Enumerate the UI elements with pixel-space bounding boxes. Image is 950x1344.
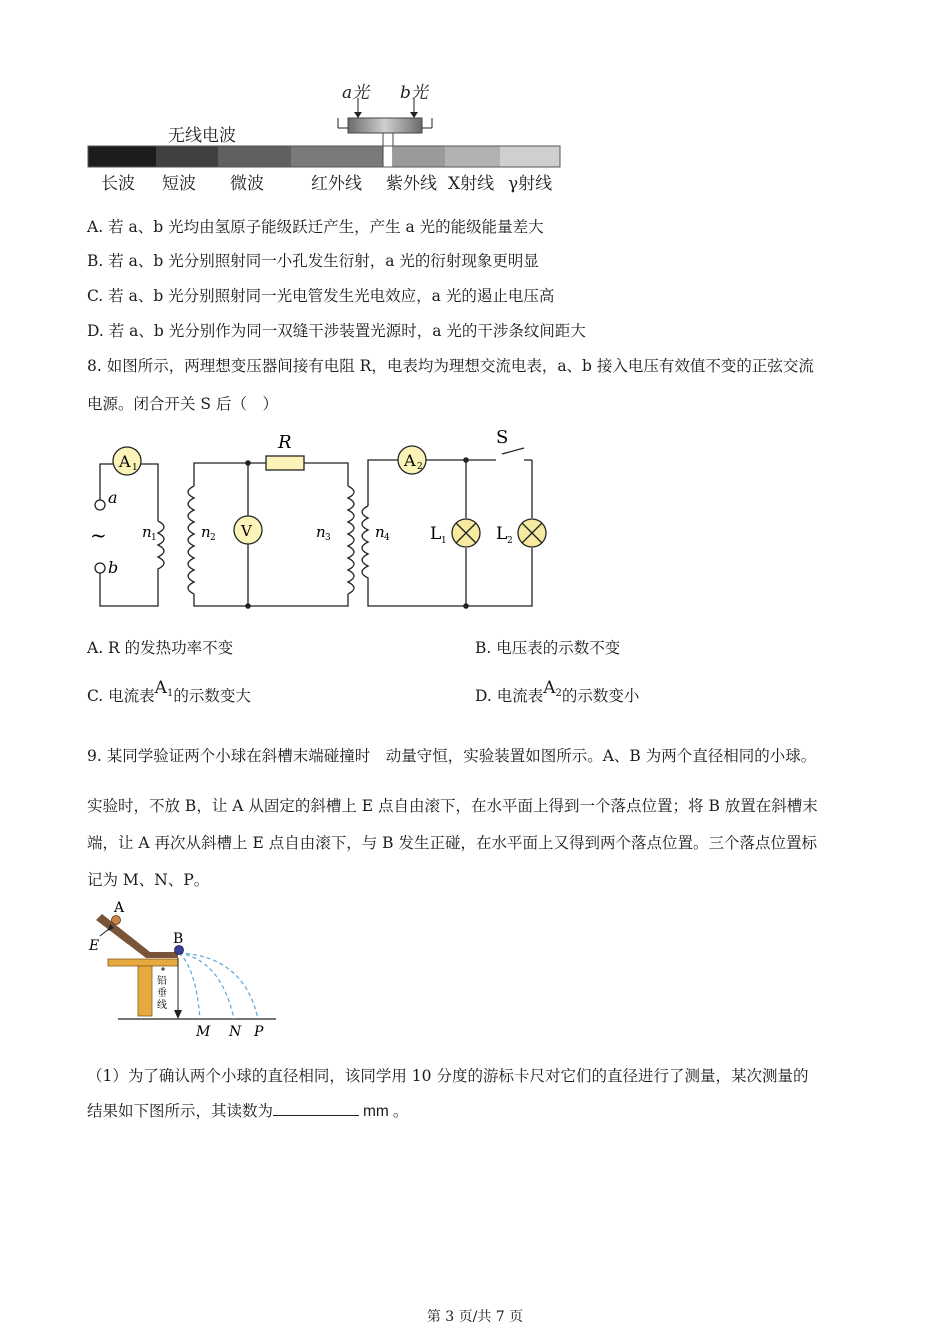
a1-letter: A bbox=[119, 452, 131, 471]
n2-label: n bbox=[201, 523, 211, 541]
band-xray bbox=[445, 146, 500, 167]
q8-option-c: C. 电流表$A^1$的示数变大 bbox=[87, 678, 251, 705]
band-label-short: 短波 bbox=[162, 174, 196, 194]
b-label: b bbox=[108, 558, 119, 577]
band-short bbox=[156, 146, 218, 167]
band-label-long: 长波 bbox=[101, 174, 135, 194]
band-long bbox=[88, 146, 156, 167]
visible-light-label: 可见光 bbox=[360, 103, 397, 117]
q9-sub1-line2: 结果如下图所示，其读数为 mm 。 bbox=[87, 1102, 409, 1120]
ammeter-a1-symbol: A bbox=[154, 678, 167, 698]
band-label-micro: 微波 bbox=[230, 174, 264, 194]
label-b: B bbox=[173, 931, 184, 947]
a2-letter: A bbox=[404, 451, 416, 470]
band-gamma bbox=[500, 146, 560, 167]
a-label: a bbox=[108, 488, 118, 507]
visible-zoom-box bbox=[348, 118, 422, 133]
q9-line4: 记为 M、N、P。 bbox=[87, 871, 210, 889]
b-light-label: b光 bbox=[400, 83, 428, 103]
circuit-svg bbox=[86, 426, 556, 616]
q8-stem-line2: 电源。闭合开关 S 后（ ） bbox=[87, 395, 278, 413]
svg-text:3: 3 bbox=[325, 533, 331, 543]
l2-label: L bbox=[496, 524, 508, 544]
band-uv bbox=[393, 146, 445, 167]
radio-waves-label: 无线电波 bbox=[168, 126, 236, 146]
band-label-xray: X射线 bbox=[448, 174, 495, 194]
band-label-uv: 紫外线 bbox=[386, 174, 437, 194]
band-visible bbox=[383, 146, 393, 167]
q9-line1: 9. 某同学验证两个小球在斜槽末端碰撞时 动量守恒，实验装置如图所示。A、B 为两个直径相同的小球。 bbox=[87, 747, 817, 765]
ramp bbox=[96, 914, 178, 958]
bulb-l2 bbox=[518, 519, 546, 547]
trajectory-n bbox=[179, 953, 234, 1019]
q9-line2: 实验时，不放 B，让 A 从固定的斜槽上 E 点自由滚下，在水平面上得到一个落点位置；将 B 放置在斜槽末 bbox=[87, 797, 818, 815]
svg-text:2: 2 bbox=[210, 533, 216, 543]
terminal-a bbox=[95, 500, 105, 510]
collision-apparatus-figure bbox=[86, 898, 286, 1038]
label-a: A bbox=[114, 900, 125, 916]
transformer-circuit bbox=[86, 426, 556, 616]
band-infrared bbox=[291, 146, 383, 167]
q7-option-c: C. 若 a、b 光分别照射同一光电管发生光电效应，a 光的遏止电压高 bbox=[87, 287, 555, 305]
svg-text:1: 1 bbox=[151, 533, 157, 543]
v-letter: V bbox=[241, 522, 252, 540]
l1-label: L bbox=[430, 524, 442, 544]
q7-option-d: D. 若 a、b 光分别作为同一双缝干涉装置光源时，a 光的干涉条纹间距大 bbox=[87, 322, 586, 340]
table-top bbox=[108, 959, 178, 966]
q8-option-a: A. R 的发热功率不变 bbox=[87, 639, 234, 657]
label-n: N bbox=[229, 1024, 242, 1038]
apparatus-svg bbox=[86, 898, 286, 1038]
band-label-infrared: 红外线 bbox=[311, 174, 362, 194]
bulb-l1 bbox=[452, 519, 480, 547]
s-label: S bbox=[496, 427, 509, 448]
svg-text:2: 2 bbox=[417, 462, 423, 472]
q7-option-a: A. 若 a、b 光均由氢原子能级跃迁产生，产生 a 光的能级能量差大 bbox=[87, 218, 544, 236]
q8-option-d: D. 电流表$A^2$的示数变小 bbox=[475, 678, 640, 705]
n1-label: n bbox=[142, 523, 152, 541]
plumb-label-2: 垂 bbox=[157, 988, 167, 999]
band-label-gamma: γ射线 bbox=[508, 174, 553, 194]
q7-option-b: B. 若 a、b 光分别照射同一小孔发生衍射，a 光的衍射现象更明显 bbox=[87, 252, 539, 270]
trajectory-p bbox=[179, 953, 258, 1019]
n3-label: n bbox=[316, 523, 326, 541]
q8-stem-line1: 8. 如图所示，两理想变压器间接有电阻 R，电表均为理想交流电表，a、b 接入电压有效值不变的正弦交流 bbox=[87, 357, 814, 375]
unit-mm: mm bbox=[363, 1103, 389, 1120]
n4-label: n bbox=[375, 523, 385, 541]
r-label: R bbox=[278, 432, 292, 453]
svg-text:1: 1 bbox=[441, 536, 447, 546]
label-m: M bbox=[196, 1024, 211, 1038]
q9-sub1-line1: （1）为了确认两个小球的直径相同，该同学用 10 分度的游标卡尺对它们的直径进行了测量，某次测量的 bbox=[87, 1067, 809, 1085]
terminal-b bbox=[95, 563, 105, 573]
plumb-label-1: 铅 bbox=[157, 976, 167, 987]
ac-symbol: ~ bbox=[90, 523, 107, 547]
plumb-label-3: 线 bbox=[157, 1000, 167, 1011]
label-e: E bbox=[89, 938, 100, 954]
a-light-label: a光 bbox=[342, 83, 370, 103]
q8-option-b: B. 电压表的示数不变 bbox=[475, 639, 621, 657]
page-footer: 第 3 页/共 7 页 bbox=[426, 1309, 524, 1325]
ball-a bbox=[112, 916, 121, 925]
svg-text:2: 2 bbox=[507, 536, 513, 546]
table-leg bbox=[138, 966, 152, 1016]
resistor-R bbox=[266, 456, 304, 470]
q9-line3: 端，让 A 再次从斜槽上 E 点自由滚下，与 B 发生正碰，在水平面上又得到两个落点位置。三个落点位置标 bbox=[87, 834, 817, 852]
svg-text:4: 4 bbox=[384, 533, 390, 543]
ammeter-a2-symbol: A bbox=[543, 678, 556, 698]
svg-text:1: 1 bbox=[132, 463, 138, 473]
label-p: P bbox=[254, 1024, 264, 1038]
trajectory-m bbox=[179, 953, 200, 1019]
band-micro bbox=[218, 146, 291, 167]
answer-blank[interactable] bbox=[273, 1100, 359, 1116]
